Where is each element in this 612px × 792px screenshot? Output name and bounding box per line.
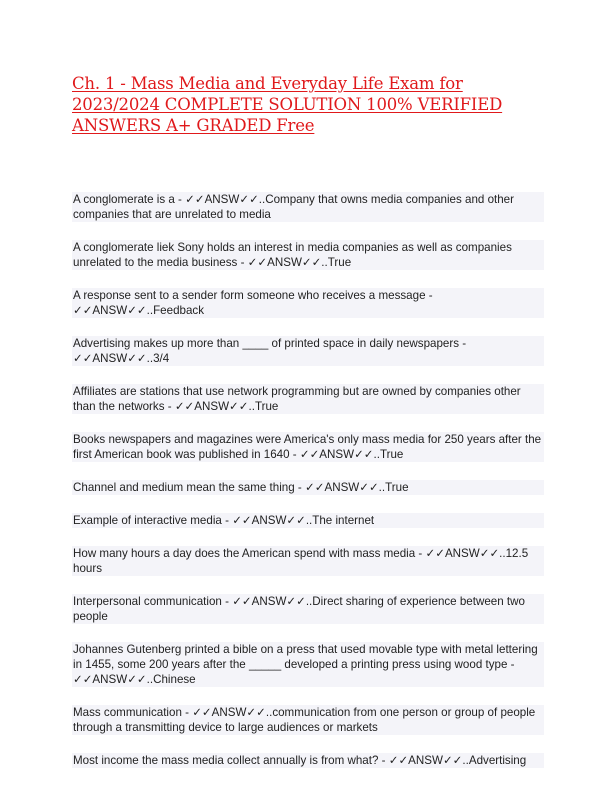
answer-text: Feedback — [153, 304, 205, 317]
answer-text: Company that owns media companies and other companies that are unrelated to media — [73, 193, 518, 221]
answer-text: True — [327, 256, 352, 269]
question-text: Advertising makes up more than ____ of printed space in daily newspapers - — [73, 337, 467, 350]
answer-text: 3/4 — [153, 352, 170, 365]
question-text: A conglomerate is a - — [73, 193, 182, 206]
qa-item — [72, 192, 544, 222]
answer-marker: ✓✓ANSW✓✓.. — [388, 754, 469, 767]
question-text: Channel and medium mean the same thing - — [73, 481, 302, 494]
answer-marker: ✓✓ANSW✓✓.. — [73, 352, 154, 365]
question-text: Example of interactive media - — [73, 514, 229, 527]
question-text: Johannes Gutenberg printed a bible on a press that used movable type with metal lettering in 1455, some 200 years after the _____ developed a printing press using wood type - — [73, 643, 541, 671]
question-text: How many hours a day does the American spend with mass media - — [73, 547, 423, 560]
qa-item — [72, 546, 544, 576]
answer-text: True — [385, 481, 409, 494]
qa-list — [72, 192, 544, 786]
qa-item — [72, 480, 544, 495]
answer-text: Direct sharing of experience between two people — [73, 595, 529, 623]
answer-text: True — [254, 400, 279, 413]
answer-text: Advertising — [468, 754, 527, 767]
answer-marker: ✓✓ANSW✓✓.. — [73, 304, 154, 317]
qa-item — [72, 594, 544, 624]
answer-marker: ✓✓ANSW✓✓.. — [185, 193, 266, 206]
qa-item — [72, 513, 544, 528]
qa-item — [72, 705, 544, 735]
qa-item — [72, 240, 544, 270]
question-text: Affiliates are stations that use network programming but are owned by companies other than the networks - — [73, 385, 524, 413]
answer-text: communication from one person or group of people through a transmitting device to large audiences or markets — [73, 706, 539, 734]
answer-marker: ✓✓ANSW✓✓.. — [232, 595, 313, 608]
qa-item — [72, 336, 544, 366]
answer-text: The internet — [312, 514, 375, 527]
answer-marker: ✓✓ANSW✓✓.. — [299, 448, 380, 461]
qa-item — [72, 384, 544, 414]
question-text: Interpersonal communication - — [73, 595, 229, 608]
answer-marker: ✓✓ANSW✓✓.. — [174, 400, 255, 413]
qa-item — [72, 642, 544, 687]
question-text: Mass communication - — [73, 706, 189, 719]
answer-marker: ✓✓ANSW✓✓.. — [425, 547, 506, 560]
answer-marker: ✓✓ANSW✓✓.. — [305, 481, 386, 494]
answer-marker: ✓✓ANSW✓✓.. — [247, 256, 328, 269]
question-text: Books newspapers and magazines were America's only mass media for 250 years after the first American book was published in 1640 - — [73, 433, 545, 461]
answer-text: True — [379, 448, 404, 461]
document-title: Ch. 1 - Mass Media and Everyday Life Exam for 2023/2024 COMPLETE SOLUTION 100% VERIFIED ANSWERS A+ GRADED Free — [72, 74, 503, 135]
answer-text: Chinese — [153, 673, 196, 686]
answer-text: 12.5 hours — [73, 547, 532, 575]
question-text: A conglomerate liek Sony holds an interest in media companies as well as companies unrelated to the media business - — [73, 241, 516, 269]
qa-item — [72, 288, 544, 318]
answer-marker: ✓✓ANSW✓✓.. — [232, 514, 313, 527]
question-text: A response sent to a sender form someone who receives a message - — [73, 289, 433, 302]
qa-item — [72, 753, 544, 768]
qa-item — [72, 432, 544, 462]
answer-marker: ✓✓ANSW✓✓.. — [73, 673, 154, 686]
question-text: Most income the mass media collect annually is from what? - — [73, 754, 386, 767]
answer-marker: ✓✓ANSW✓✓.. — [192, 706, 273, 719]
